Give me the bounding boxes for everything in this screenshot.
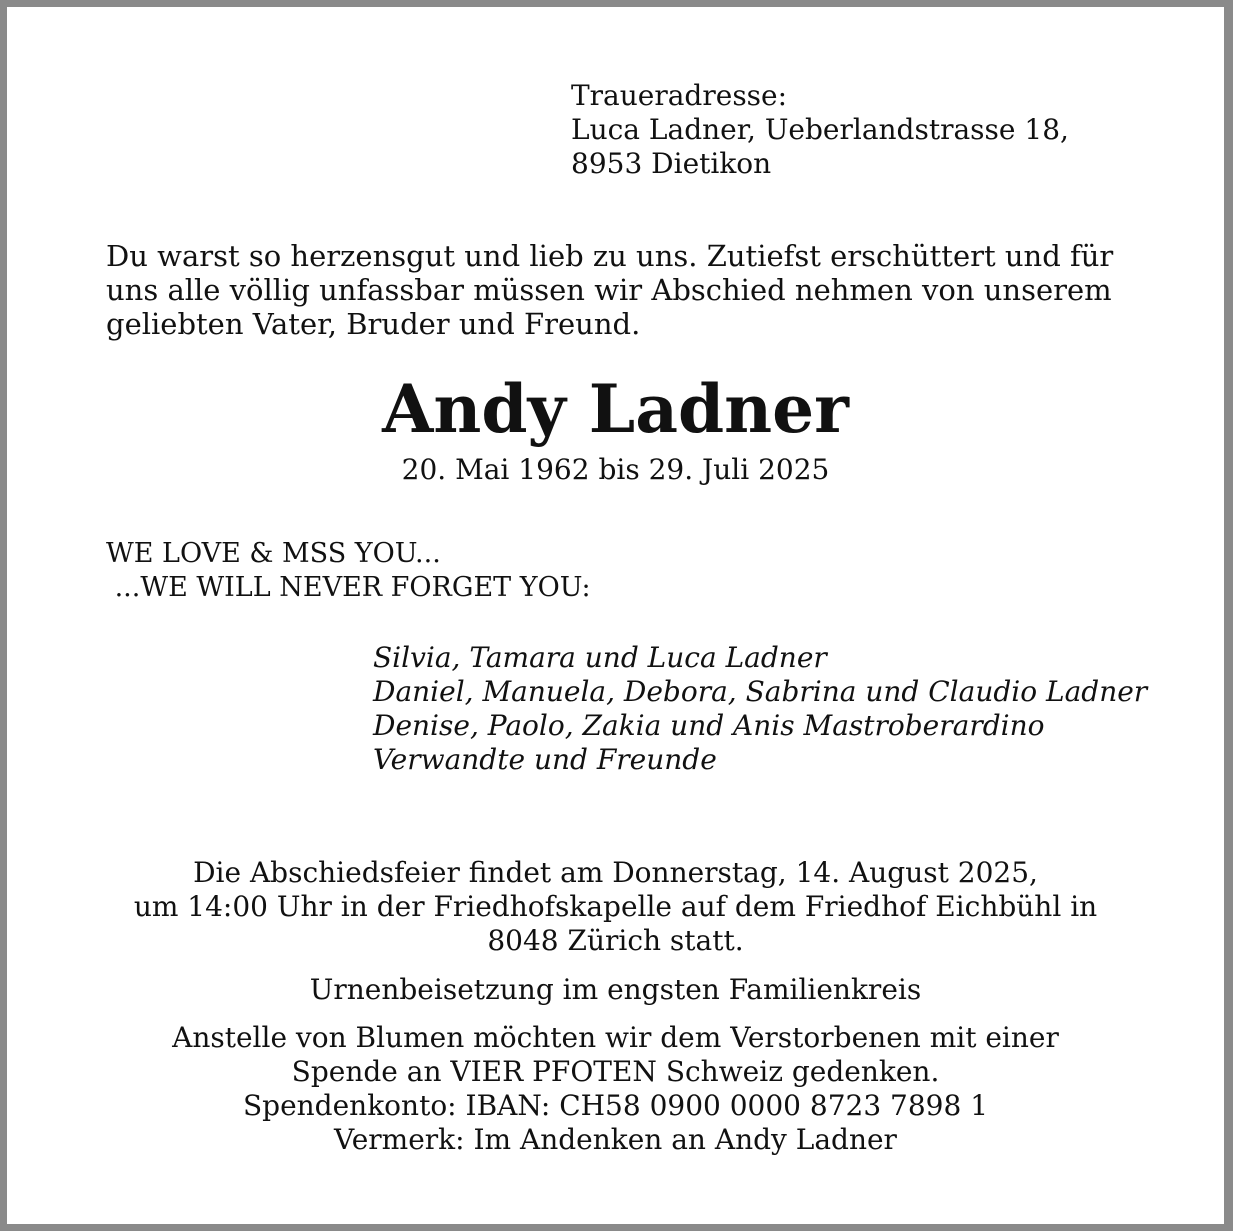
donation-reference: Vermerk: Im Andenken an Andy Ladner bbox=[334, 1123, 897, 1156]
intro-line-3: geliebten Vater, Bruder und Freund. bbox=[106, 307, 641, 341]
ceremony-line-1: Die Abschiedsfeier findet am Donnerstag, 14. August 2025, bbox=[193, 856, 1038, 889]
love-line-1: WE LOVE & MSS YOU... bbox=[106, 538, 441, 569]
mourners-line: Silvia, Tamara und Luca Ladner bbox=[373, 641, 827, 674]
obituary-page bbox=[7, 7, 1224, 1224]
intro-line-1: Du warst so herzensgut und lieb zu uns. Zutiefst erschüttert und für bbox=[106, 239, 1114, 273]
mourning-address bbox=[571, 79, 1069, 181]
mourners-line: Denise, Paolo, Zakia und Anis Mastroberardino bbox=[373, 709, 1045, 742]
intro-text bbox=[106, 239, 1146, 341]
address-line-1: Luca Ladner, Ueberlandstrasse 18, bbox=[571, 113, 1069, 146]
ceremony-line-2: um 14:00 Uhr in der Friedhofskapelle auf dem Friedhof Eichbühl in bbox=[133, 890, 1098, 923]
mourners-list bbox=[373, 641, 1147, 777]
love-message bbox=[106, 537, 591, 605]
donation-account: Spendenkonto: IBAN: CH58 0900 0000 8723 7898 1 bbox=[242, 1089, 989, 1122]
donation-line-2: Spende an VIER PFOTEN Schweiz gedenken. bbox=[291, 1055, 940, 1088]
donation-line-1: Anstelle von Blumen möchten wir dem Verstorbenen mit einer bbox=[172, 1021, 1059, 1054]
address-line-2: 8953 Dietikon bbox=[571, 147, 772, 180]
love-line-2: ...WE WILL NEVER FORGET YOU: bbox=[106, 572, 591, 603]
address-label: Traueradresse: bbox=[571, 79, 788, 112]
donation-info bbox=[7, 1021, 1224, 1157]
deceased-name: Andy Ladner bbox=[382, 370, 849, 448]
mourners-line: Daniel, Manuela, Debora, Sabrina und Claudio Ladner bbox=[373, 675, 1148, 708]
ceremony-line-3: 8048 Zürich statt. bbox=[487, 924, 744, 957]
burial-info: Urnenbeisetzung im engsten Familienkreis bbox=[309, 973, 922, 1006]
mourners-line: Verwandte und Freunde bbox=[373, 743, 717, 776]
life-dates: 20. Mai 1962 bis 29. Juli 2025 bbox=[401, 453, 830, 486]
ceremony-info bbox=[7, 856, 1224, 958]
intro-line-2: uns alle völlig unfassbar müssen wir Abschied nehmen von unserem bbox=[106, 273, 1112, 307]
